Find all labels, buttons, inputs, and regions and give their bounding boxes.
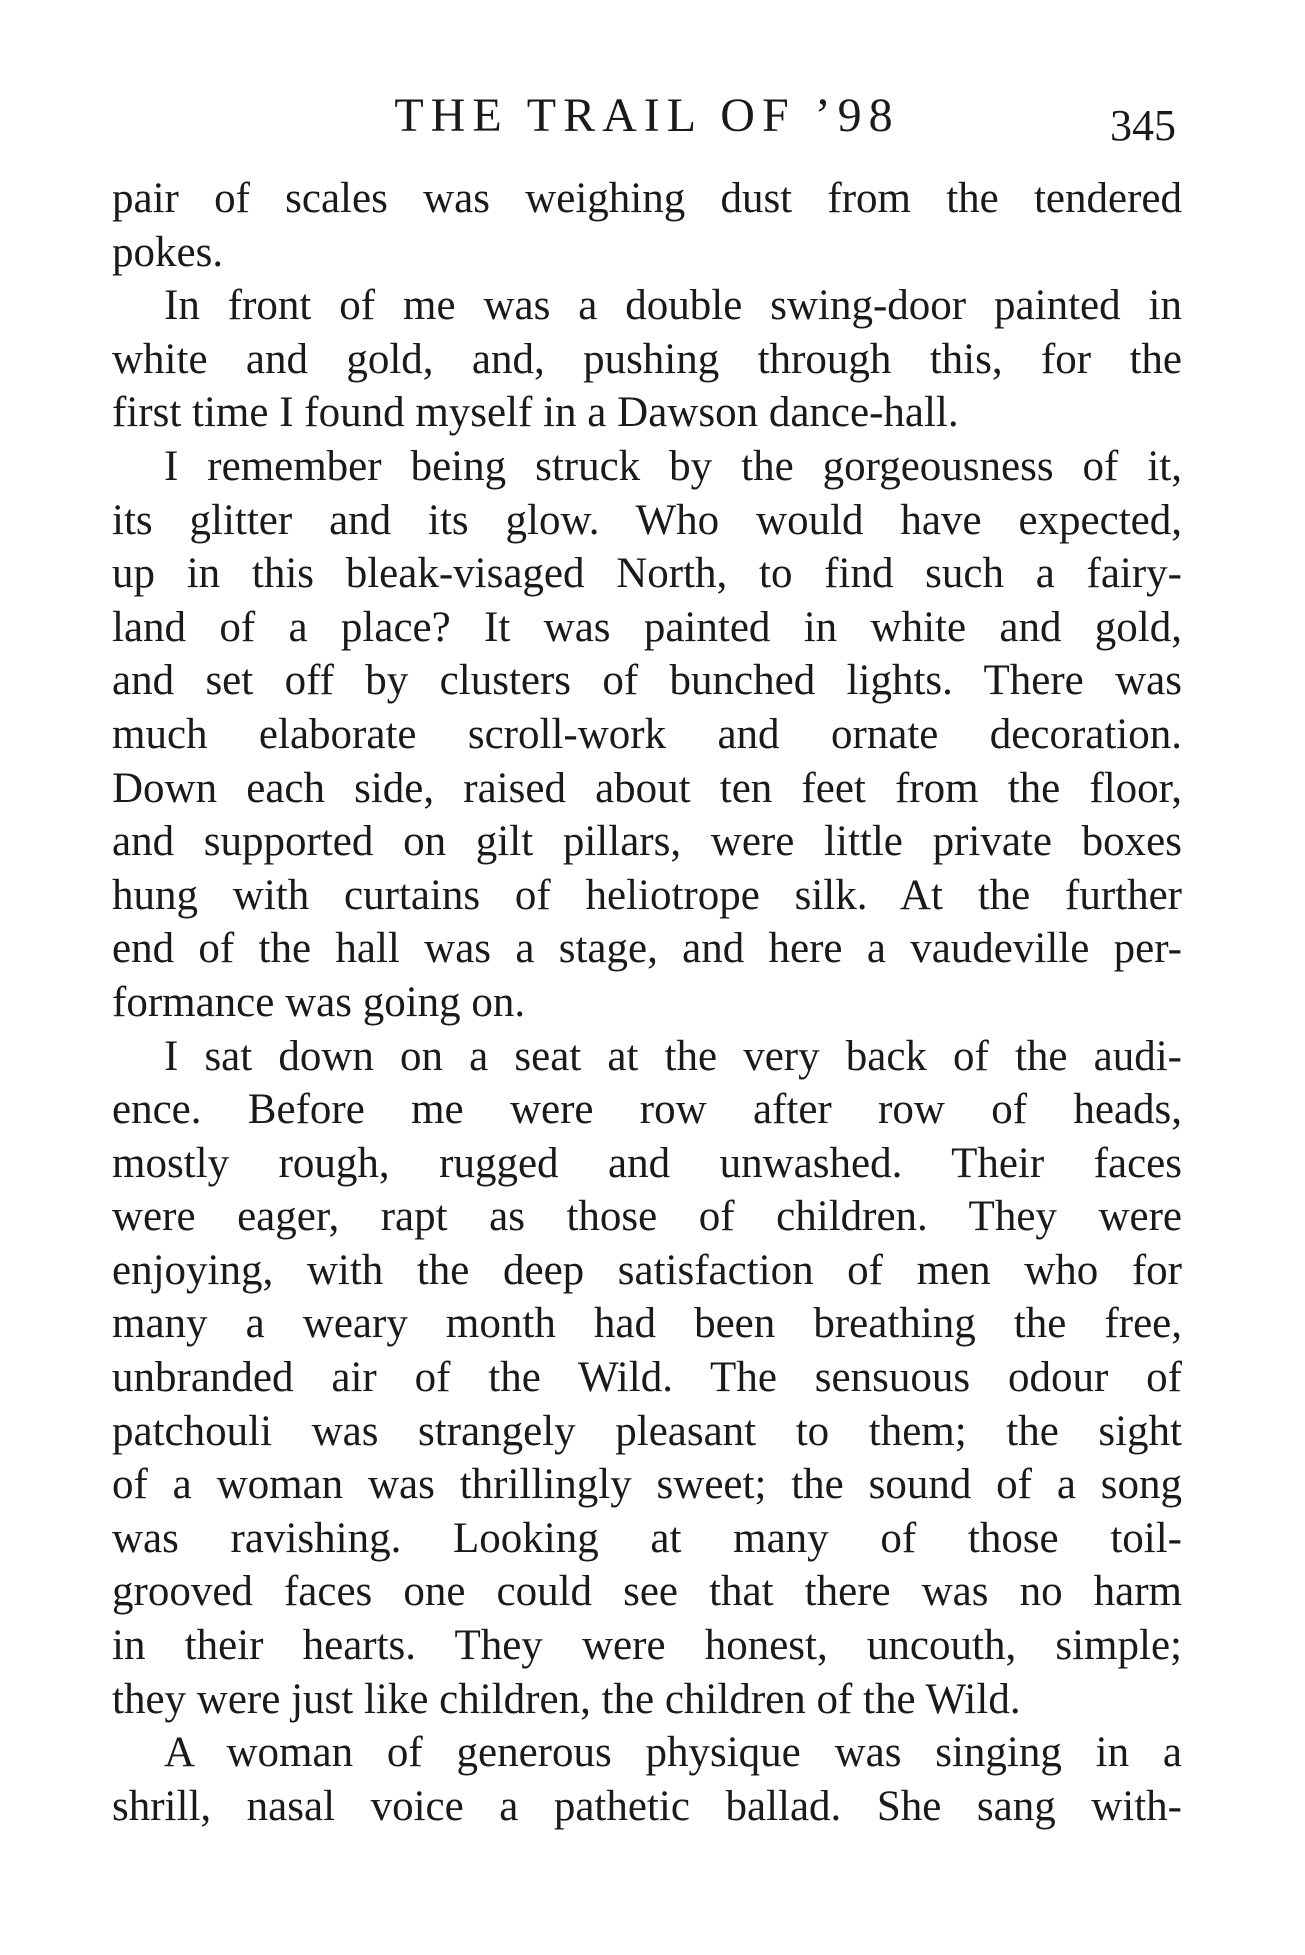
text-line: grooved faces one could see that there was no harm <box>112 1568 1182 1616</box>
running-title: THE TRAIL OF ’98 <box>394 89 900 142</box>
text-line: end of the hall was a stage, and here a vaudeville per- <box>112 925 1182 973</box>
text-line: formance was going on. <box>112 978 526 1026</box>
text-line: pair of scales was weighing dust from the tendered <box>112 175 1182 222</box>
page-number: 345 <box>1110 101 1176 150</box>
text-line: its glitter and its glow. Who would have expected, <box>112 496 1182 544</box>
text-line: patchouli was strangely pleasant to them; the sight <box>112 1407 1182 1455</box>
running-head <box>112 86 1182 156</box>
text-line: of a woman was thrillingly sweet; the sound of a song <box>112 1461 1182 1509</box>
text-line: up in this bleak-visaged North, to find such a fairy- <box>112 550 1182 598</box>
text-line: were eager, rapt as those of children. They were <box>112 1193 1182 1241</box>
text-line: enjoying, with the deep satisfaction of men who for <box>112 1246 1182 1294</box>
text-line: unbranded air of the Wild. The sensuous odour of <box>112 1354 1182 1402</box>
text-line: white and gold, and, pushing through this, for the <box>112 335 1182 383</box>
body-text <box>112 172 1182 1833</box>
text-line: I sat down on a seat at the very back of the audi- <box>164 1032 1182 1080</box>
text-line: many a weary month had been breathing the free, <box>112 1300 1182 1348</box>
text-line: and set off by clusters of bunched lights. There was <box>112 657 1182 705</box>
text-line: land of a place? It was painted in white and gold, <box>112 603 1182 651</box>
text-line: shrill, nasal voice a pathetic ballad. She sang with- <box>112 1782 1182 1830</box>
text-line: pokes. <box>112 228 224 276</box>
text-line: I remember being struck by the gorgeousness of it, <box>164 442 1182 490</box>
text-line: mostly rough, rugged and unwashed. Their faces <box>112 1139 1182 1187</box>
text-line: in their hearts. They were honest, uncouth, simple; <box>112 1622 1182 1670</box>
text-line: A woman of generous physique was singing in a <box>164 1729 1182 1777</box>
text-line: Down each side, raised about ten feet from the floor, <box>112 764 1182 812</box>
text-line: hung with curtains of heliotrope silk. At the further <box>112 871 1182 919</box>
text-line: In front of me was a double swing-door painted in <box>164 282 1182 330</box>
text-line: and supported on gilt pillars, were little private boxes <box>112 818 1182 866</box>
text-line: much elaborate scroll-work and ornate decoration. <box>112 710 1182 758</box>
text-line: ence. Before me were row after row of heads, <box>112 1086 1182 1134</box>
text-line: they were just like children, the children of the Wild. <box>112 1675 1021 1723</box>
text-line: first time I found myself in a Dawson dance-hall. <box>112 389 959 437</box>
text-line: was ravishing. Looking at many of those toil- <box>112 1514 1182 1562</box>
